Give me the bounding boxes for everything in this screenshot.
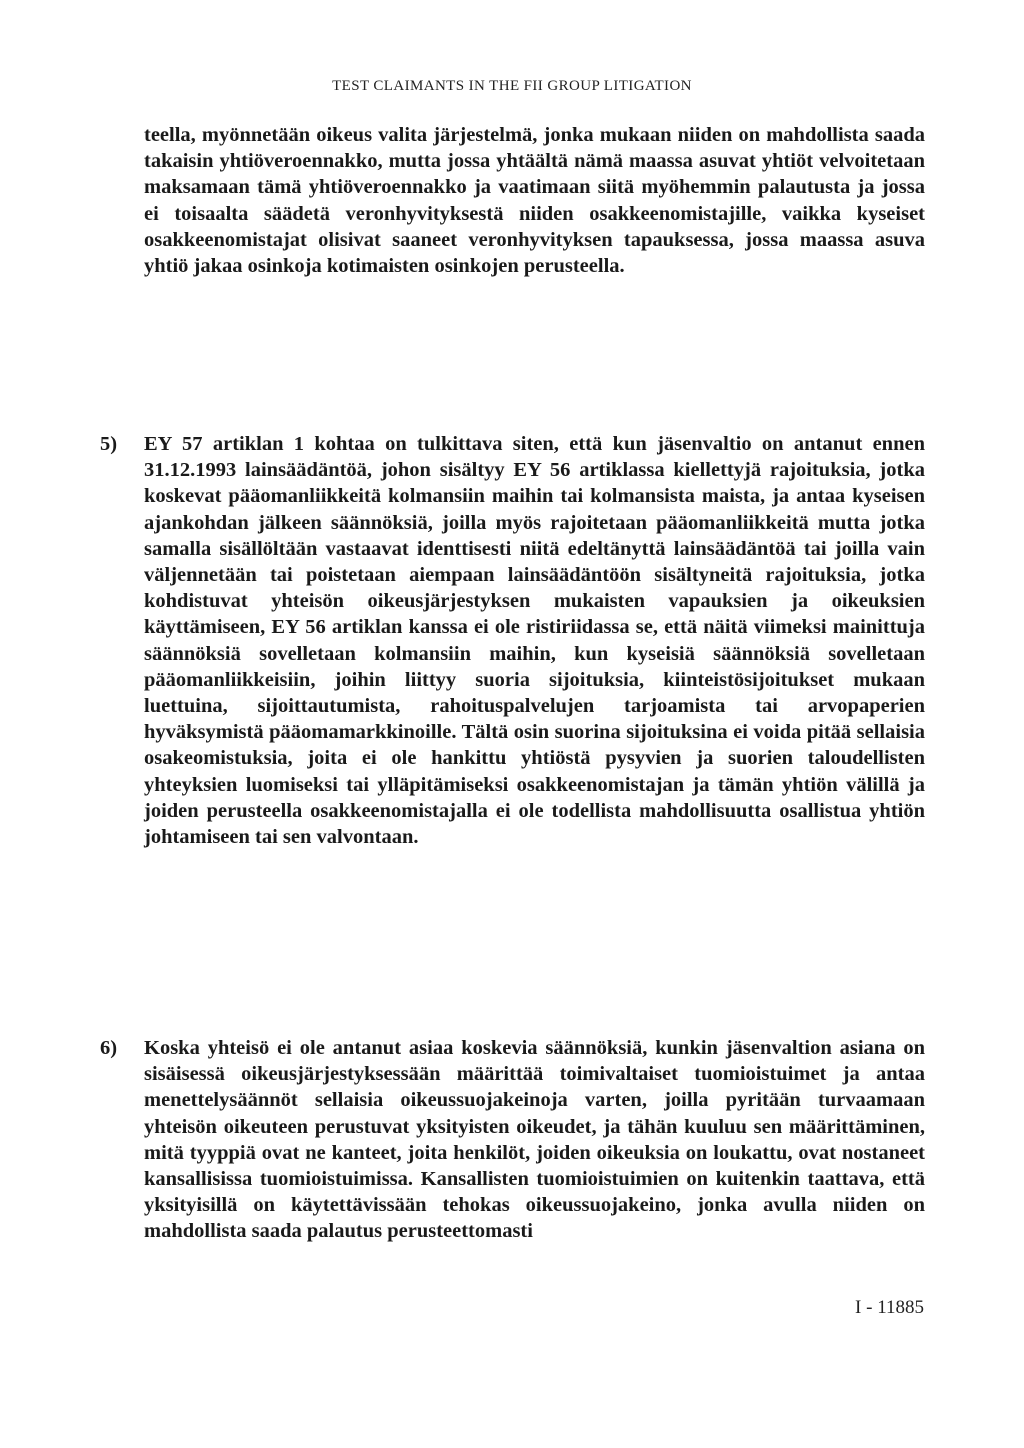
- page-number: I - 11885: [855, 1297, 924, 1318]
- item-text-6: Koska yhteisö ei ole antanut asiaa koskevia säännöksiä, kunkin jäsenvaltion asiana on sisäisessä oikeusjärjestyksessään määrittää toimivaltaiset tuomioistuimet ja antaa menettelysäännöt sellaisia oikeussuojakeinoja varten, joilla pyritään turvaamaan yhteisön oikeuteen perustuvat yksityisten oikeudet, ja tähän kuuluu sen määrittäminen, mitä tyyppiä ovat ne kanteet, joita henkilöt, joiden oikeuksia on loukattu, ovat nostaneet kansallisissa tuomioistuimissa. Kansallisten tuomioistuimien on kuitenkin taattava, että yksityisillä on käytettävissään tehokas oikeussuojakeino, jonka avulla niiden on mahdollista saada palautus perusteettomasti: [144, 1037, 925, 1243]
- paragraph-item-6: [100, 1035, 925, 1245]
- paragraph-item-5: [100, 431, 925, 850]
- item-number-6: 6): [100, 1037, 118, 1059]
- item-number-5: 5): [100, 433, 118, 455]
- paragraph-continuation: teella, myönnetään oikeus valita järjestelmä, jonka mukaan niiden on mahdollista saada takaisin yhtiöveroennakko, mutta jossa yhtäältä nämä maassa asuvat yhtiöt velvoitetaan maksamaan tämä yhtiöveroennakko ja vaatimaan siitä myöhemmin palautusta ja jossa ei toisaalta säädetä veronhyvityksestä niiden osakkeenomistajille, vaikka kyseiset osakkeenomistajat olisivat saaneet veronhyvityksen tapauksessa, jossa maassa asuva yhtiö jakaa osinkoja kotimaisten osinkojen perusteella.: [144, 124, 925, 278]
- running-header: TEST CLAIMANTS IN THE FII GROUP LITIGATION: [332, 78, 692, 94]
- item-text-5: EY 57 artiklan 1 kohtaa on tulkittava siten, että kun jäsenvaltio on antanut ennen 31.12.1993 lainsäädäntöä, johon sisältyy EY 56 artiklassa kiellettyjä rajoituksia, jotka koskevat pääomanliikkeitä kolmansiin maihin tai kolmansista maista, ja antaa kyseisen ajankohdan jälkeen säännöksiä, joilla myös rajoitetaan pääomanliikkeitä mutta jotka samalla sisällöltään vastaavat identtisesti niitä edeltänyttä lainsäädäntöä tai joilla vain väljennetään tai poistetaan aiempaan lainsäädäntöön sisältyneitä rajoituksia, jotka kohdistuvat yhteisön oikeusjärjestyksen mukaisten vapauksien ja oikeuksien käyttämiseen, EY 56 artiklan kanssa ei ole ristiriidassa se, että näitä viimeksi mainittuja säännöksiä sovelletaan kolmansiin maihin, kun kyseisiä säännöksiä sovelletaan pääomanliikkeisiin, joihin liittyy suoria sijoituksia, kiinteistösijoitukset mukaan luettuina, sijoittautumista, rahoituspalvelujen tarjoamista tai arvopaperien hyväksymistä pääomamarkkinoille. Tältä osin suorina sijoituksina ei voida pitää sellaisia osakeomistuksia, joita ei ole hankittu yhtiöstä pysyvien ja suorien taloudellisten yhteyksien luomiseksi tai ylläpitämiseksi osakkeenomistajan ja tämän yhtiön välillä ja joiden perusteella osakkeenomistajalla ei ole todellista mahdollisuutta osallistua yhtiön johtamiseen tai sen valvontaan.: [144, 433, 925, 849]
